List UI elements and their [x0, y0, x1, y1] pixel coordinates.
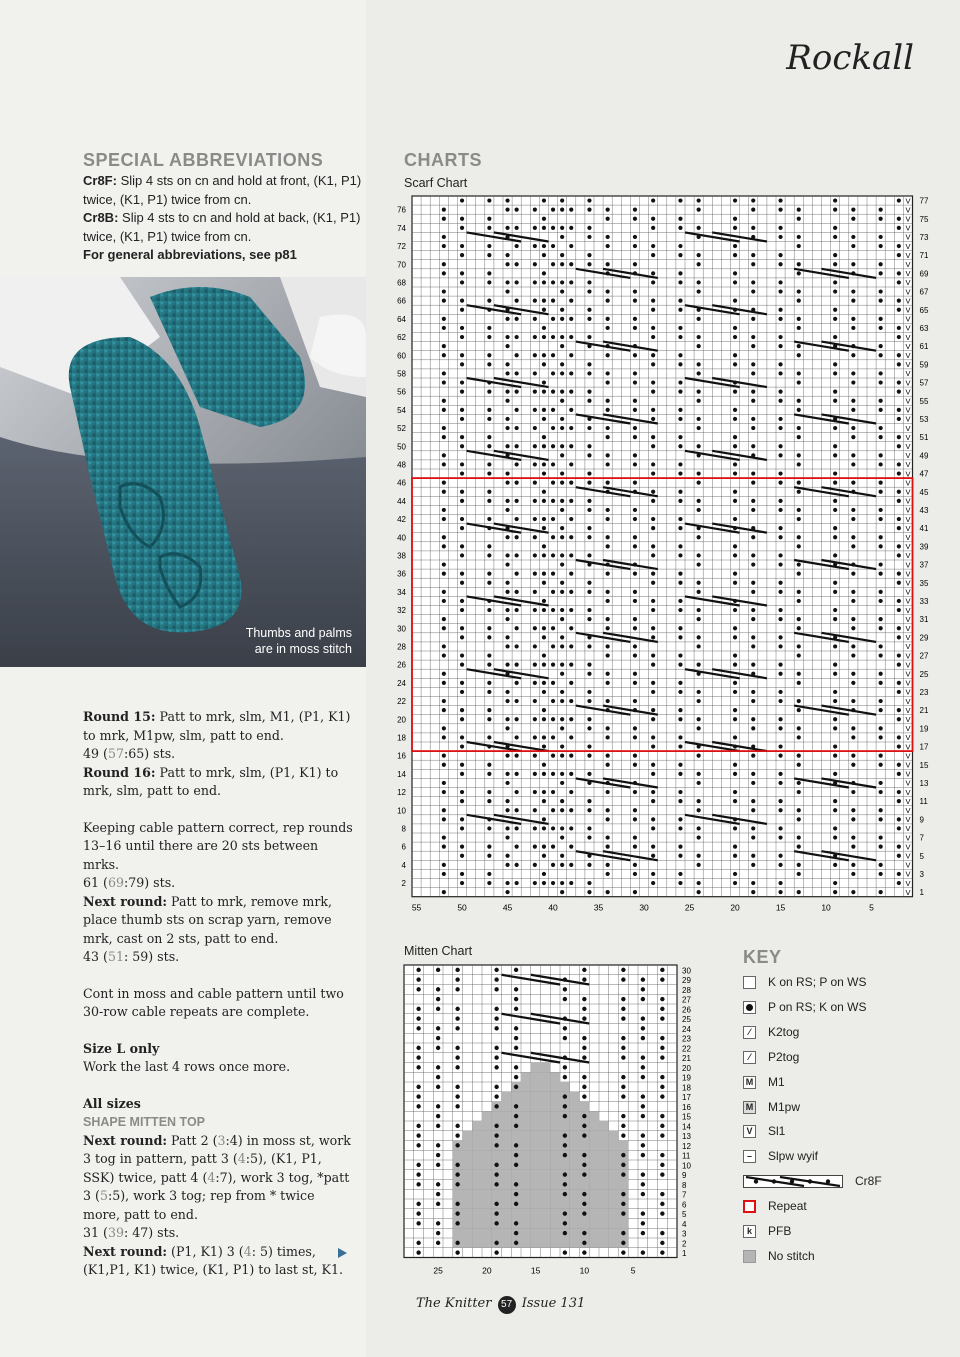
scarf-chart	[380, 190, 940, 920]
key-label: K2tog	[768, 1025, 800, 1039]
svg-text:V: V	[905, 842, 911, 852]
svg-text:V: V	[905, 241, 911, 251]
mittens-illustration	[0, 277, 366, 667]
continue-text: Cont in moss and cable pattern until two 30-row cable repeats are complete.	[83, 985, 344, 1019]
scarf-left-row-number: 18	[397, 733, 406, 743]
abbreviations-heading: SPECIAL ABBREVIATIONS	[83, 150, 324, 170]
svg-text:V: V	[905, 751, 911, 761]
key-item	[743, 1224, 791, 1238]
svg-text:V: V	[905, 724, 911, 734]
svg-text:V: V	[905, 705, 911, 715]
key-label: No stitch	[768, 1249, 815, 1263]
scarf-right-row-number: 39	[919, 542, 929, 552]
scarf-left-row-number: 42	[397, 515, 406, 525]
svg-text:V: V	[905, 806, 911, 815]
scarf-left-row-number: 48	[397, 460, 406, 470]
scarf-left-row-number: 46	[397, 478, 406, 488]
scarf-left-row-number: 40	[397, 533, 406, 543]
svg-text:V: V	[905, 760, 911, 770]
mitten-row-number: 16	[682, 1102, 691, 1112]
svg-text:V: V	[905, 651, 911, 661]
scarf-right-row-number: 19	[919, 724, 929, 734]
mittens-photo	[0, 277, 366, 667]
key-item	[743, 975, 867, 989]
scarf-col-number: 15	[775, 902, 786, 913]
mitten-row-number: 2	[682, 1239, 687, 1249]
svg-text:V: V	[905, 405, 911, 415]
svg-text:V: V	[905, 733, 911, 743]
grey-square-icon	[743, 1250, 756, 1263]
svg-text:V: V	[905, 569, 911, 579]
instructions	[83, 708, 355, 1298]
scarf-right-row-number: 55	[919, 396, 929, 406]
scarf-left-row-number: 6	[401, 842, 406, 852]
scarf-col-number: 20	[730, 902, 740, 913]
size-l-only: Size L only Work the last 4 rows once more.	[83, 1040, 291, 1074]
red-square-icon	[743, 1200, 756, 1213]
svg-text:V: V	[905, 687, 911, 697]
photo-caption: Thumbs and palms are in moss stitch	[245, 626, 352, 656]
svg-text:V: V	[905, 660, 911, 670]
charts-heading: CHARTS	[404, 150, 482, 170]
key-label: P2tog	[768, 1050, 800, 1064]
svg-text:V: V	[905, 451, 911, 461]
scarf-left-row-number: 68	[397, 278, 406, 288]
scarf-right-row-number: 43	[919, 506, 929, 515]
key-heading: KEY	[743, 947, 782, 967]
scarf-right-row-number: 75	[919, 214, 929, 224]
svg-text:V: V	[905, 869, 911, 879]
scarf-left-row-number: 8	[401, 824, 406, 834]
scarf-left-row-number: 32	[397, 606, 406, 616]
scarf-right-row-number: 23	[919, 688, 929, 697]
abbr-cr8f: Cr8F: Slip 4 sts on cn and hold at front, (K1, P1) twice, (K1, P1) twice from cn.	[83, 173, 362, 207]
key-label: M1	[768, 1075, 785, 1089]
svg-text:V: V	[905, 387, 911, 397]
scarf-right-row-number: 7	[919, 833, 924, 843]
scarf-left-row-number: 60	[397, 351, 406, 361]
key-label: P on RS; K on WS	[768, 1000, 867, 1014]
continue-arrow-icon	[338, 1248, 347, 1258]
scarf-right-row-number: 59	[919, 360, 929, 370]
mitten-row-number: 11	[682, 1151, 691, 1161]
mitten-row-number: 26	[682, 1005, 691, 1015]
scarf-left-row-number: 28	[397, 642, 406, 652]
svg-text:V: V	[905, 369, 911, 379]
mitten-row-number: 13	[682, 1132, 691, 1141]
scarf-right-row-number: 47	[919, 469, 929, 479]
svg-text:V: V	[905, 223, 911, 233]
scarf-left-row-number: 14	[397, 769, 406, 779]
scarf-left-row-number: 38	[397, 551, 406, 561]
svg-text:V: V	[905, 287, 911, 297]
mitten-row-number: 6	[682, 1200, 687, 1210]
scarf-right-row-number: 61	[919, 342, 929, 352]
mitten-row-number: 25	[682, 1015, 691, 1024]
scarf-right-row-number: 73	[919, 233, 929, 242]
svg-text:V: V	[905, 533, 911, 542]
scarf-left-row-number: 24	[397, 678, 406, 688]
mitten-row-number: 9	[682, 1171, 687, 1180]
key-label: Repeat	[768, 1199, 807, 1213]
scarf-right-row-number: 45	[919, 487, 929, 497]
scarf-right-row-number: 15	[919, 760, 929, 770]
svg-text:V: V	[905, 769, 911, 779]
scarf-left-row-number: 22	[397, 697, 406, 707]
scarf-left-row-number: 62	[397, 333, 406, 343]
scarf-left-row-number: 2	[401, 879, 406, 889]
mitten-row-number: 5	[682, 1210, 687, 1219]
svg-text:V: V	[905, 878, 911, 888]
dot-square-icon	[743, 1001, 756, 1014]
scarf-right-row-number: 25	[919, 669, 929, 679]
svg-text:V: V	[905, 605, 911, 615]
svg-text:V: V	[905, 414, 911, 424]
key-item	[743, 1124, 785, 1138]
svg-text:V: V	[905, 624, 911, 633]
scarf-right-row-number: 35	[919, 578, 929, 588]
all-sizes: All sizes SHAPE MITTEN TOP Next round: Patt 2 (3:4) in moss st, work 3 tog in pattern, patt 3 (4:5), (K1, P1, SSK) twice, patt 4 (4:7), work 3 tog, *patt 3 (5:5), work 3 tog; rep from * twice more, patt to end. 31 (39: 47) sts. Next round: (P1, K1) 3 (4: 5) times, (K1,P1, K1) twice, (K1, P1) to last st, K1.	[83, 1095, 351, 1277]
scarf-col-number: 25	[684, 902, 695, 913]
pfb-square-icon: k	[743, 1225, 756, 1238]
mitten-col-number: 10	[579, 1265, 590, 1276]
svg-text:V: V	[905, 587, 911, 597]
scarf-chart-label: Scarf Chart	[404, 176, 468, 190]
svg-text:V: V	[905, 432, 911, 442]
svg-text:V: V	[905, 523, 911, 533]
mitten-row-number: 18	[682, 1083, 691, 1093]
mitten-row-number: 14	[682, 1122, 691, 1132]
svg-text:V: V	[905, 487, 911, 497]
mitten-row-number: 30	[682, 966, 691, 976]
scarf-left-row-number: 54	[397, 405, 406, 415]
key-label: Slpw wyif	[768, 1149, 819, 1163]
scarf-left-row-number: 72	[397, 242, 406, 252]
scarf-right-row-number: 5	[919, 851, 924, 861]
svg-text:V: V	[905, 250, 911, 260]
page-number: 57	[498, 1296, 516, 1314]
scarf-col-number: 30	[639, 902, 649, 913]
key-label: M1pw	[768, 1100, 801, 1114]
svg-text:V: V	[905, 715, 911, 724]
svg-text:V: V	[905, 423, 911, 433]
scarf-left-row-number: 76	[397, 205, 406, 215]
mitten-row-number: 17	[682, 1093, 691, 1102]
key-label: K on RS; P on WS	[768, 975, 867, 989]
svg-text:V: V	[905, 824, 911, 834]
scarf-right-row-number: 21	[919, 706, 929, 716]
svg-text:V: V	[905, 514, 911, 524]
mitten-chart-label: Mitten Chart	[404, 944, 473, 958]
svg-text:V: V	[905, 396, 911, 406]
key-item	[743, 1025, 799, 1039]
page-title: Rockall	[786, 38, 914, 78]
scarf-left-row-number: 10	[397, 806, 406, 816]
mitten-row-number: 24	[682, 1024, 691, 1034]
svg-text:V: V	[905, 278, 911, 288]
v-square-icon: V	[743, 1125, 756, 1138]
svg-text:V: V	[905, 815, 911, 825]
svg-text:V: V	[905, 678, 911, 688]
svg-text:V: V	[905, 642, 911, 652]
scarf-right-row-number: 29	[919, 633, 929, 643]
mitten-row-number: 21	[682, 1054, 691, 1063]
mitten-row-number: 20	[682, 1063, 691, 1073]
scarf-right-row-number: 3	[919, 870, 924, 879]
mitten-row-number: 19	[682, 1073, 691, 1083]
scarf-right-row-number: 11	[919, 797, 928, 807]
scarf-right-row-number: 49	[919, 451, 929, 461]
scarf-left-row-number: 70	[397, 260, 406, 270]
svg-text:V: V	[905, 341, 911, 351]
svg-text:V: V	[905, 778, 911, 788]
key-label: PFB	[768, 1224, 792, 1238]
scarf-left-row-number: 64	[397, 314, 406, 324]
m-dot-square-icon: M	[743, 1101, 756, 1114]
mitten-col-number: 20	[482, 1265, 492, 1276]
scarf-left-row-number: 56	[397, 387, 406, 397]
svg-text:V: V	[905, 551, 911, 561]
mitten-row-number: 7	[682, 1190, 687, 1200]
mitten-row-number: 1	[682, 1249, 687, 1258]
abbr-cr8b: Cr8B: Slip 4 sts to cn and hold at back, (K1, P1) twice, (K1, P1) twice from cn.	[83, 210, 361, 244]
key-item	[743, 1050, 799, 1064]
svg-text:V: V	[905, 478, 911, 488]
scarf-left-row-number: 12	[397, 788, 406, 798]
mitten-row-number: 22	[682, 1044, 691, 1054]
mitten-row-number: 27	[682, 995, 691, 1005]
scarf-col-number: 35	[593, 902, 604, 913]
svg-text:V: V	[905, 505, 911, 515]
svg-text:V: V	[905, 696, 911, 706]
key-item	[743, 1000, 867, 1014]
key-item	[743, 1100, 800, 1114]
svg-text:V: V	[905, 596, 911, 606]
scarf-right-row-number: 63	[919, 324, 929, 333]
svg-text:V: V	[905, 796, 911, 806]
scarf-grid	[412, 196, 913, 897]
svg-text:V: V	[905, 442, 911, 451]
mitten-col-number: 15	[530, 1265, 541, 1276]
scarf-right-row-number: 67	[919, 287, 929, 297]
scarf-left-row-number: 4	[401, 860, 406, 870]
svg-text:V: V	[905, 542, 911, 552]
svg-text:V: V	[905, 214, 911, 224]
abbreviations-block	[83, 172, 363, 265]
scarf-right-row-number: 17	[919, 742, 929, 752]
scarf-right-row-number: 51	[919, 433, 929, 443]
svg-text:V: V	[905, 833, 911, 843]
dash-square-icon: –	[743, 1150, 756, 1163]
scarf-col-number: 50	[457, 902, 467, 913]
scarf-right-row-number: 33	[919, 597, 929, 606]
svg-text:V: V	[905, 496, 911, 506]
key-item	[743, 1075, 785, 1089]
scarf-right-row-number: 41	[919, 524, 929, 534]
scarf-right-row-number: 9	[919, 815, 924, 825]
svg-text:V: V	[905, 851, 911, 861]
svg-text:V: V	[905, 332, 911, 342]
svg-text:V: V	[905, 742, 911, 752]
scarf-right-row-number: 65	[919, 305, 929, 315]
scarf-left-row-number: 16	[397, 751, 406, 761]
svg-text:V: V	[905, 378, 911, 388]
svg-text:V: V	[905, 360, 911, 370]
svg-text:V: V	[905, 314, 911, 324]
svg-text:V: V	[905, 269, 911, 279]
scarf-right-row-number: 77	[919, 196, 929, 206]
svg-text:V: V	[905, 578, 911, 588]
svg-text:V: V	[905, 460, 911, 470]
scarf-right-row-number: 53	[919, 415, 929, 424]
keep-pattern: Keeping cable pattern correct, rep rounds 13–16 until there are 20 sts between mrks. 61 (69:79) sts. Next round: Patt to mrk, remove mrk, place thumb sts on scrap yarn, remove mrk, cast on 2 sts, patt to end. 43 (51: 59) sts.	[83, 819, 353, 964]
mitten-chart	[396, 960, 706, 1285]
scarf-right-row-number: 69	[919, 269, 929, 279]
scarf-col-number: 10	[821, 902, 831, 913]
svg-text:V: V	[905, 560, 911, 570]
scarf-right-row-number: 37	[919, 560, 929, 570]
scarf-left-row-number: 36	[397, 569, 406, 579]
scarf-right-row-number: 71	[919, 251, 929, 261]
svg-text:V: V	[905, 260, 911, 269]
svg-text:V: V	[905, 860, 911, 870]
cable-icon	[743, 1175, 843, 1188]
scarf-left-row-number: 74	[397, 223, 406, 233]
scarf-col-number: 45	[502, 902, 513, 913]
svg-text:V: V	[905, 469, 911, 479]
scarf-left-row-number: 66	[397, 296, 406, 306]
scarf-col-number: 55	[411, 902, 422, 913]
scarf-left-row-number: 58	[397, 369, 406, 379]
svg-text:V: V	[905, 305, 911, 315]
mitten-row-number: 8	[682, 1180, 687, 1190]
key-item	[743, 1174, 882, 1188]
scarf-right-row-number: 1	[919, 888, 924, 898]
scarf-right-row-number: 27	[919, 651, 929, 661]
mitten-row-number: 15	[682, 1112, 691, 1122]
m-square-icon: M	[743, 1076, 756, 1089]
key-item	[743, 1249, 815, 1263]
mitten-row-number: 10	[682, 1161, 691, 1171]
scarf-left-row-number: 52	[397, 424, 406, 434]
scarf-right-row-number: 13	[919, 779, 929, 788]
round-15: Round 15: Patt to mrk, slm, M1, (P1, K1) to mrk, M1pw, slm, patt to end. 49 (57:65) sts. Round 16: Patt to mrk, slm, (P1, K1) to mrk, slm, patt to end.	[83, 709, 351, 798]
scarf-right-row-number: 57	[919, 378, 929, 388]
svg-text:V: V	[905, 323, 911, 333]
blank-square-icon	[743, 976, 756, 989]
mitten-row-number: 23	[682, 1034, 691, 1044]
key-label: Sl1	[768, 1124, 786, 1138]
svg-text:V: V	[905, 196, 911, 206]
mitten-row-number: 28	[682, 985, 691, 995]
mitten-row-number: 12	[682, 1141, 691, 1151]
mitten-col-number: 5	[630, 1265, 636, 1276]
mitten-col-number: 25	[433, 1265, 443, 1276]
svg-text:V: V	[905, 787, 911, 797]
slash-dot-square-icon: ⁄	[743, 1051, 756, 1064]
svg-text:V: V	[905, 205, 911, 215]
key-item	[743, 1149, 818, 1163]
scarf-left-row-number: 30	[397, 624, 406, 634]
key-label: Cr8F	[855, 1174, 882, 1188]
scarf-left-row-number: 34	[397, 587, 406, 597]
key-item	[743, 1199, 807, 1213]
footer: The Knitter 57 Issue 131	[416, 1296, 585, 1314]
svg-text:V: V	[905, 669, 911, 679]
abbr-general: For general abbreviations, see p81	[83, 247, 297, 262]
scarf-col-number: 5	[869, 902, 874, 913]
svg-text:V: V	[905, 614, 911, 624]
svg-text:V: V	[905, 633, 911, 643]
svg-text:V: V	[905, 887, 911, 897]
scarf-left-row-number: 26	[397, 660, 406, 670]
scarf-right-row-number: 31	[919, 615, 929, 625]
scarf-left-row-number: 20	[397, 715, 406, 725]
mitten-row-number: 4	[682, 1219, 687, 1229]
scarf-left-row-number: 44	[397, 496, 406, 506]
scarf-left-row-number: 50	[397, 442, 406, 452]
svg-text:V: V	[905, 351, 911, 360]
scarf-col-number: 40	[548, 902, 558, 913]
slash-square-icon: ⁄	[743, 1026, 756, 1039]
svg-text:V: V	[905, 232, 911, 242]
svg-text:V: V	[905, 296, 911, 306]
mitten-row-number: 29	[682, 976, 691, 985]
mitten-row-number: 3	[682, 1229, 687, 1239]
